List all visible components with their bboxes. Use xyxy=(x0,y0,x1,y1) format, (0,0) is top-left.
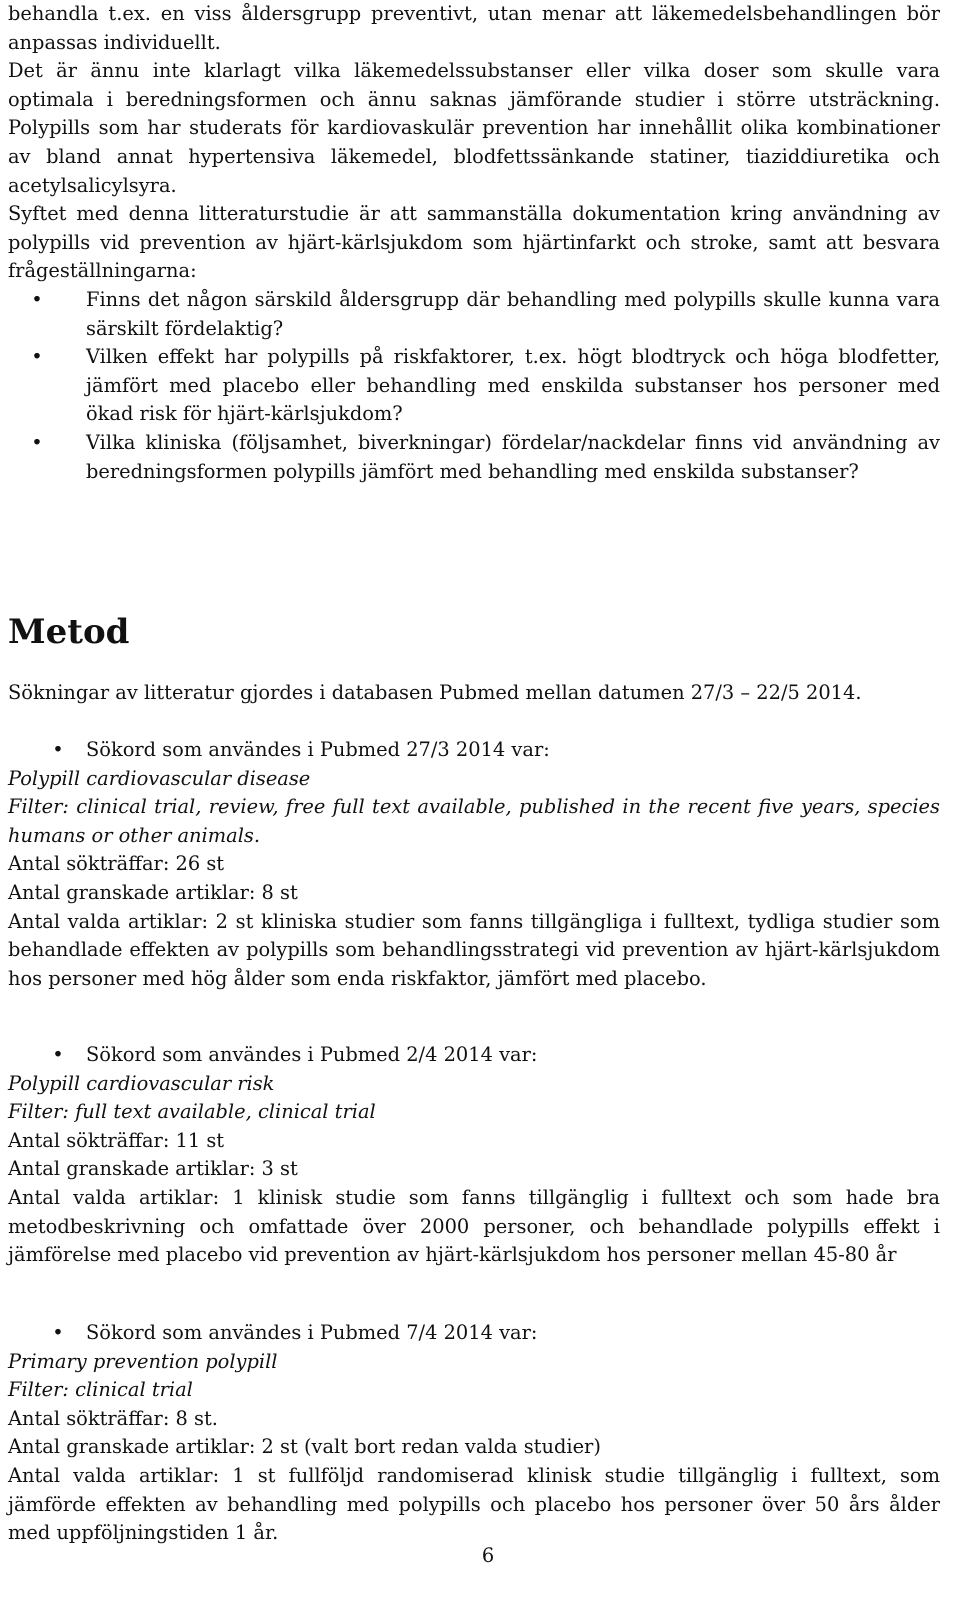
bullet-icon xyxy=(48,1041,68,1070)
question-text: Vilken effekt har polypills på riskfaktorer, t.ex. högt blodtryck och höga blodfetter, jämfört med placebo eller behandling med enskilda substanser hos personer med ökad risk för hjärt-kärlsjukdom? xyxy=(86,345,940,426)
bullet-icon xyxy=(27,286,47,315)
search-query: Polypill cardiovascular disease xyxy=(8,766,311,790)
page-number: 6 xyxy=(481,1544,495,1567)
intro-section xyxy=(8,0,940,486)
intro-paragraph-3: Syftet med denna litteraturstudie är att sammanställa dokumentation kring användning av polypills vid prevention av hjärt-kärlsjukdom som hjärtinfarkt och stroke, samt att besvara frågeställningarna: xyxy=(8,202,940,283)
search-heading-text: Sökord som användes i Pubmed 2/4 2014 var: xyxy=(86,1043,538,1066)
question-item xyxy=(8,286,940,343)
intro-paragraph-2: Det är ännu inte klarlagt vilka läkemedelssubstanser eller vilka doser som skulle vara optimala i beredningsformen och ännu saknas jämförande studier i större utsträckning. Polypills som har studerats för kardiovaskulär prevention har innehållit olika kombinationer av bland annat hypertensiva läkemedel, blodfettssänkande statiner, tiaziddiuretika och acetylsalicylsyra. xyxy=(8,59,940,197)
section-heading-metod: Metod xyxy=(8,612,130,652)
search-chosen: Antal valda artiklar: 2 st kliniska studier som fanns tillgängliga i fulltext, tydliga studier som behandlade effekten av polypills som behandlingsstrategi vid prevention av hjärt-kärlsjukdom hos personer med hög ålder som enda riskfaktor, jämfört med placebo. xyxy=(8,909,940,990)
search-reviewed: Antal granskade artiklar: 8 st xyxy=(8,880,298,904)
bullet-icon xyxy=(27,343,47,372)
question-item xyxy=(8,343,940,429)
question-text: Finns det någon särskild åldersgrupp där behandling med polypills skulle kunna vara särskilt fördelaktig? xyxy=(86,287,940,340)
bullet-icon xyxy=(48,736,68,765)
metod-intro: Sökningar av litteratur gjordes i databasen Pubmed mellan datumen 27/3 – 22/5 2014. xyxy=(8,681,862,704)
intro-continuation: behandla t.ex. en viss åldersgrupp preventivt, utan menar att läkemedelsbehandlingen bör anpassas individuellt. xyxy=(8,2,940,54)
search-heading-text: Sökord som användes i Pubmed 27/3 2014 var: xyxy=(86,738,550,761)
search-chosen: Antal valda artiklar: 1 klinisk studie som fanns tillgänglig i fulltext och som hade bra metodbeskrivning och omfattade över 2000 personer, och behandlade polypills effekt i jämförelse med placebo vid prevention av hjärt-kärlsjukdom hos personer mellan 45-80 år xyxy=(8,1185,940,1267)
search-filter: Filter: full text available, clinical trial xyxy=(8,1100,376,1124)
search-heading-text: Sökord som användes i Pubmed 7/4 2014 var: xyxy=(86,1321,538,1344)
question-item xyxy=(8,429,940,486)
question-text: Vilka kliniska (följsamhet, biverkningar) fördelar/nackdelar finns vid användning av beredningsformen polypills jämfört med behandling med enskilda substanser? xyxy=(86,430,940,483)
search-query: Primary prevention polypill xyxy=(8,1349,278,1373)
search-hits: Antal sökträffar: 26 st xyxy=(8,852,225,876)
search-block xyxy=(8,1041,940,1270)
bullet-icon xyxy=(48,1319,68,1348)
search-heading xyxy=(8,736,940,765)
question-list xyxy=(8,286,940,486)
search-heading xyxy=(8,1319,940,1348)
search-block xyxy=(8,1319,940,1548)
search-hits: Antal sökträffar: 11 st xyxy=(8,1128,225,1152)
bullet-icon xyxy=(27,429,47,458)
search-heading xyxy=(8,1041,940,1070)
search-block xyxy=(8,736,940,993)
search-reviewed: Antal granskade artiklar: 3 st xyxy=(8,1157,298,1181)
search-query: Polypill cardiovascular risk xyxy=(8,1071,275,1095)
search-filter: Filter: clinical trial, review, free full text available, published in the recent five years, species humans or other animals. xyxy=(8,795,940,847)
search-reviewed: Antal granskade artiklar: 2 st (valt bort redan valda studier) xyxy=(8,1435,601,1459)
search-hits: Antal sökträffar: 8 st. xyxy=(8,1406,218,1430)
search-filter: Filter: clinical trial xyxy=(8,1378,193,1402)
search-chosen: Antal valda artiklar: 1 st fullföljd randomiserad klinisk studie tillgänglig i fulltext, som jämförde effekten av behandling med polypills och placebo hos personer över 50 års ålder med uppföljningstiden 1 år. xyxy=(8,1463,940,1545)
